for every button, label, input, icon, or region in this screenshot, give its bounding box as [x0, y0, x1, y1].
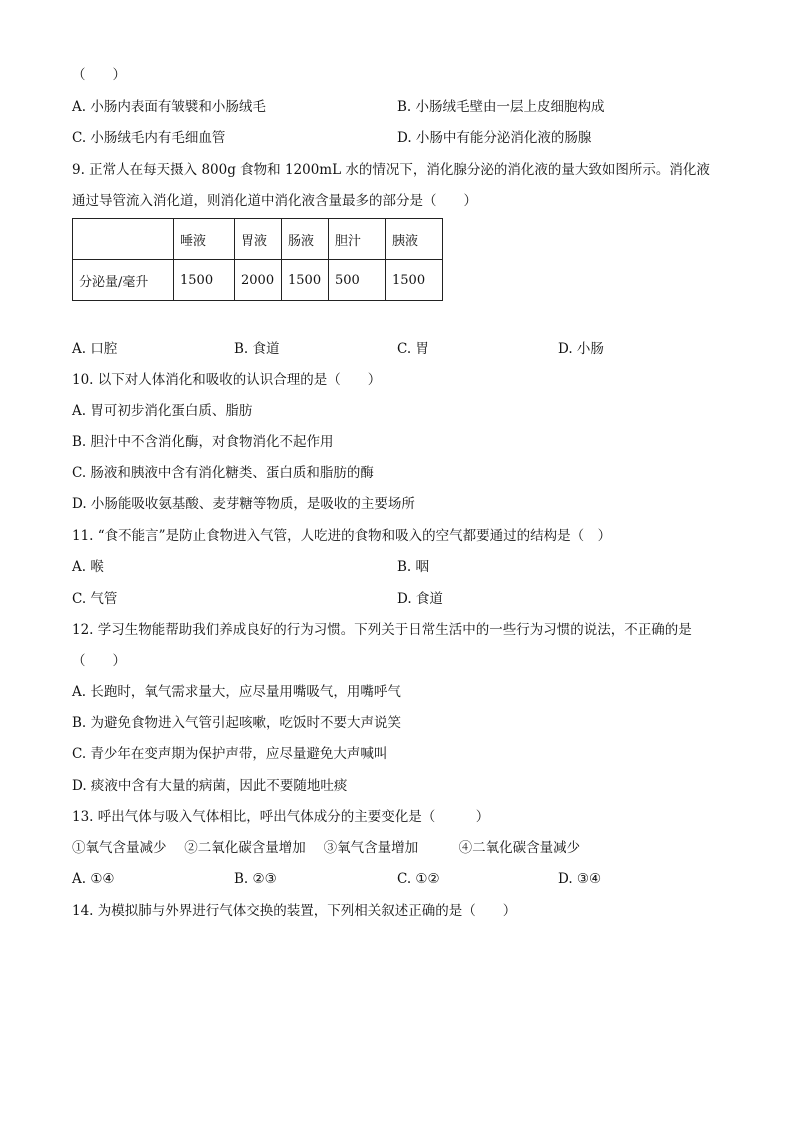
- q13-option-b: B. ②③: [234, 871, 277, 887]
- table-header-cell: 肠液: [282, 219, 329, 260]
- table-cell: 1500: [282, 260, 329, 301]
- q11-option-b: B. 咽: [397, 559, 430, 575]
- q13-option-c: C. ①②: [397, 871, 440, 887]
- q11-option-d: D. 食道: [397, 591, 443, 607]
- q10-option-b: B. 胆汁中不含消化酶，对食物消化不起作用: [72, 434, 334, 450]
- q12-stem: 12. 学习生物能帮助我们养成良好的行为习惯。下列关于日常生活中的一些行为习惯的说法，不正确的是: [72, 622, 692, 638]
- q12-option-a: A. 长跑时，氧气需求量大，应尽量用嘴吸气，用嘴呼气: [72, 684, 401, 700]
- q11-stem: 11. “食不能言”是防止食物进入气管，人吃进的食物和吸入的空气都要通过的结构是（ ）: [72, 528, 612, 544]
- table-cell: 1500: [386, 260, 443, 301]
- q8-option-a: A. 小肠内表面有皱襞和小肠绒毛: [72, 99, 266, 115]
- q12-option-d: D. 痰液中含有大量的病菌，因此不要随地吐痰: [72, 778, 348, 794]
- q10-option-d: D. 小肠能吸收氨基酸、麦芽糖等物质，是吸收的主要场所: [72, 496, 415, 512]
- table-header-cell: 唾液: [174, 219, 235, 260]
- q8-option-d: D. 小肠中有能分泌消化液的肠腺: [397, 130, 592, 146]
- table-header-cell: 胆汁: [329, 219, 386, 260]
- q13-option-a: A. ①④: [72, 871, 115, 887]
- secretion-table: [72, 218, 443, 301]
- table-row-label: 分泌量/毫升: [73, 260, 174, 301]
- q11-option-c: C. 气管: [72, 591, 118, 607]
- q12-option-b: B. 为避免食物进入气管引起咳嗽，吃饭时不要大声说笑: [72, 715, 402, 731]
- table-header-cell: [73, 219, 174, 260]
- q9-option-d: D. 小肠: [558, 341, 604, 357]
- q12-stem-tail: （ ）: [72, 653, 126, 669]
- table-header-cell: 胃液: [235, 219, 282, 260]
- table-cell: 2000: [235, 260, 282, 301]
- table-header-cell: 胰液: [386, 219, 443, 260]
- q13-option-d: D. ③④: [558, 871, 602, 887]
- q10-option-c: C. 肠液和胰液中含有消化糖类、蛋白质和脂肪的酶: [72, 465, 374, 481]
- q8-option-b: B. 小肠绒毛壁由一层上皮细胞构成: [397, 99, 605, 115]
- q10-option-a: A. 胃可初步消化蛋白质、脂肪: [72, 403, 253, 419]
- q9-stem-line2: 通过导管流入消化道，则消化道中消化液含量最多的部分是（ ）: [72, 193, 477, 209]
- q10-stem: 10. 以下对人体消化和吸收的认识合理的是（ ）: [72, 372, 382, 388]
- q9-option-b: B. 食道: [234, 341, 280, 357]
- q8-stem-tail: （ ）: [72, 67, 126, 83]
- q13-items: ①氧气含量减少 ②二氧化碳含量增加 ③氧气含量增加 ④二氧化碳含量减少: [72, 840, 581, 856]
- q14-stem: 14. 为模拟肺与外界进行气体交换的装置，下列相关叙述正确的是（ ）: [72, 903, 517, 919]
- q11-option-a: A. 喉: [72, 559, 104, 575]
- q13-stem: 13. 呼出气体与吸入气体相比，呼出气体成分的主要变化是（ ）: [72, 809, 490, 825]
- q9-option-a: A. 口腔: [72, 341, 118, 357]
- table-row: [73, 260, 443, 301]
- q12-option-c: C. 青少年在变声期为保护声带，应尽量避免大声喊叫: [72, 746, 388, 762]
- q9-option-c: C. 胃: [397, 341, 429, 357]
- table-cell: 500: [329, 260, 386, 301]
- q8-option-c: C. 小肠绒毛内有毛细血管: [72, 130, 226, 146]
- table-cell: 1500: [174, 260, 235, 301]
- q9-stem-line1: 9. 正常人在每天摄入 800g 食物和 1200mL 水的情况下，消化腺分泌的消化液的量大致如图所示。消化液: [72, 162, 710, 178]
- table-header-row: [73, 219, 443, 260]
